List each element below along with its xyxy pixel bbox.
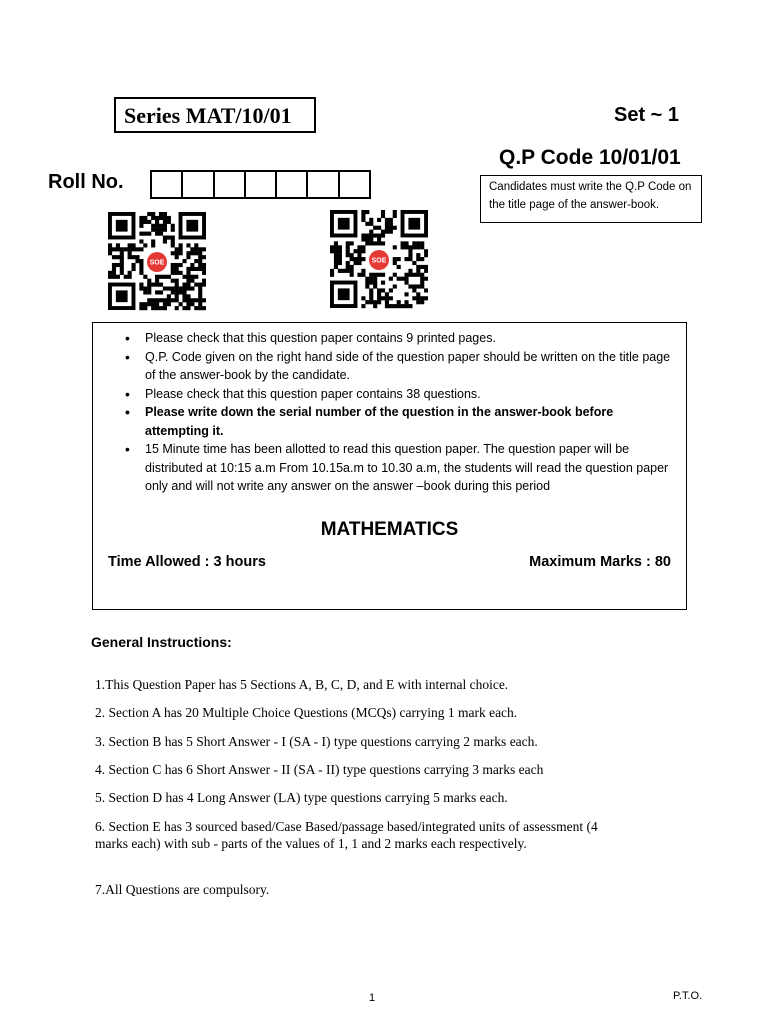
bullet-item: • Please write down the serial number of the question in the answer-book before attempting it. [107, 403, 673, 440]
instruction-item: 3. Section B has 5 Short Answer - I (SA - I) type questions carrying 2 marks each. [95, 734, 538, 749]
instructions-box [92, 322, 687, 610]
roll-no-boxes [150, 170, 371, 199]
roll-no-box[interactable] [152, 172, 183, 197]
page-number: 1 [369, 992, 376, 1004]
roll-no-box[interactable] [308, 172, 339, 197]
roll-no-box[interactable] [215, 172, 246, 197]
instruction-item: 1.This Question Paper has 5 Sections A, B, C, D, and E with internal choice. [95, 677, 509, 692]
bullet-item: • 15 Minute time has been allotted to read this question paper. The question paper will be distributed at 10:15 a.m From 10.15a.m to 10.30 a.m, the students will read the question paper only and will not write any answer on the answer –book during this period [107, 440, 673, 496]
bullet-item: • Please check that this question paper contains 38 questions. [107, 385, 673, 404]
instruction-item: 6. Section E has 3 sourced based/Case Based/passage based/integrated units of assessment (4 marks each) with sub - parts of the values of 1, 1 and 2 marks each respectively. [95, 819, 598, 851]
qr-code-icon [108, 212, 206, 312]
subject-title: MATHEMATICS [320, 519, 459, 540]
candidate-note-box: Candidates must write the Q.P Code on the title page of the answer-book. [480, 175, 702, 223]
maximum-marks: Maximum Marks : 80 [529, 554, 671, 570]
qp-code: Q.P Code 10/01/01 [499, 146, 681, 169]
set-number: Set ~ 1 [614, 104, 680, 126]
qr-code-icon [330, 210, 428, 310]
roll-no-box[interactable] [246, 172, 277, 197]
bullet-item: • Please check that this question paper contains 9 printed pages. [107, 329, 673, 348]
instruction-bullets [107, 329, 673, 496]
roll-no-box[interactable] [183, 172, 214, 197]
instruction-item: 2. Section A has 20 Multiple Choice Questions (MCQs) carrying 1 mark each. [95, 705, 518, 720]
series-label: Series MAT/10/01 [114, 97, 316, 133]
instruction-item: 7.All Questions are compulsory. [95, 882, 270, 897]
roll-no-label: Roll No. [48, 171, 124, 193]
general-instructions-title: General Instructions: [91, 634, 232, 650]
roll-no-box[interactable] [340, 172, 369, 197]
instruction-item: 5. Section D has 4 Long Answer (LA) type questions carrying 5 marks each. [95, 790, 508, 805]
svg-text:SOE: SOE [371, 257, 387, 265]
pto-label: P.T.O. [673, 990, 703, 1002]
time-allowed: Time Allowed : 3 hours [108, 554, 266, 570]
instruction-item: 4. Section C has 6 Short Answer - II (SA - II) type questions carrying 3 marks each [95, 762, 544, 777]
roll-no-box[interactable] [277, 172, 308, 197]
svg-text:SOE: SOE [149, 259, 165, 267]
bullet-item: • Q.P. Code given on the right hand side of the question paper should be written on the title page of the answer-book by the candidate. [107, 348, 673, 385]
